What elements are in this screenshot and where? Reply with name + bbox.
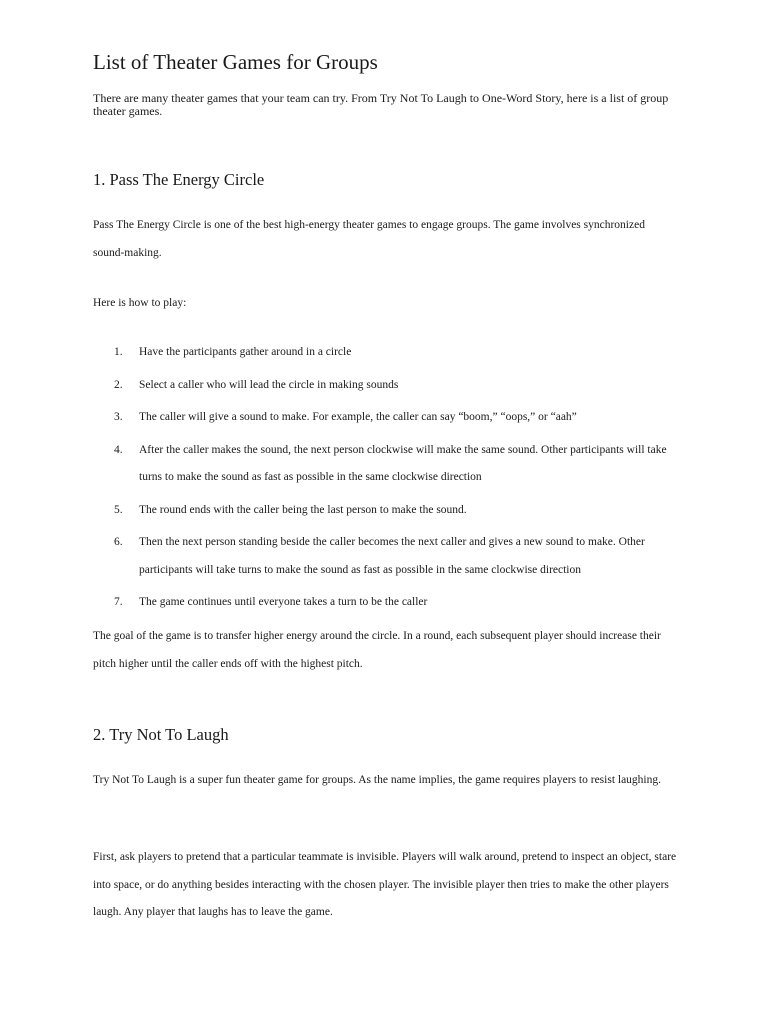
list-item <box>93 404 683 432</box>
list-item-text: Select a caller who will lead the circle in making sounds <box>139 378 399 391</box>
list-item-number: 1. <box>114 346 123 358</box>
list-item-number: 7. <box>114 596 123 608</box>
how-to-play-label: Here is how to play: <box>93 297 187 309</box>
list-item-text: After the caller makes the sound, the next person clockwise will make the same sound. Other participants will take turns to make the sound as fast as possible in the same clockwise direction <box>139 443 667 483</box>
list-item-number: 4. <box>114 443 123 456</box>
section1-paragraph: Pass The Energy Circle is one of the best high-energy theater games to engage groups. The game involves synchronized sound-making. <box>93 219 645 259</box>
document-title: List of Theater Games for Groups <box>93 50 378 74</box>
list-item-number: 3. <box>114 411 123 423</box>
section2-paragraph-rules: First, ask players to pretend that a particular teammate is invisible. Players will walk around, pretend to inspect an object, stare into space, or do anything besides interacting with the chosen player. The invisible player then tries to make the other players laugh. Any player that laughs has to leave the game. <box>93 851 677 918</box>
list-item-text: The round ends with the caller being the last person to make the sound. <box>139 503 467 516</box>
section1-closing-paragraph: The goal of the game is to transfer higher energy around the circle. In a round, each subsequent player should increase their pitch higher until the caller ends off with the highest pitch. <box>93 630 661 670</box>
list-item <box>93 372 683 400</box>
list-item <box>93 529 683 584</box>
section-heading-try-not-to-laugh: 2. Try Not To Laugh <box>93 725 229 744</box>
list-item-text: Then the next person standing beside the caller becomes the next caller and gives a new sound to make. Other participants will take turns to make the sound as fast as possible in the same clockwise direction <box>139 536 645 576</box>
list-item-text: The game continues until everyone takes a turn to be the caller <box>139 596 428 608</box>
list-item-number: 2. <box>114 378 123 391</box>
list-item-number: 5. <box>114 503 123 516</box>
list-item-number: 6. <box>114 536 123 548</box>
list-item-text: Have the participants gather around in a circle <box>139 346 352 358</box>
list-item-text: The caller will give a sound to make. For example, the caller can say “boom,” “oops,” or “aah” <box>139 411 577 423</box>
section-heading-pass-the-energy-circle: 1. Pass The Energy Circle <box>93 170 265 189</box>
intro-paragraph: There are many theater games that your team can try. From Try Not To Laugh to One-Word Story, here is a list of group theater games. <box>93 91 669 118</box>
list-item <box>93 339 683 367</box>
section2-paragraph: Try Not To Laugh is a super fun theater game for groups. As the name implies, the game requires players to resist laughing. <box>93 774 662 786</box>
steps-list <box>93 339 683 622</box>
list-item <box>93 437 683 492</box>
list-item <box>93 589 683 617</box>
list-item <box>93 497 683 525</box>
